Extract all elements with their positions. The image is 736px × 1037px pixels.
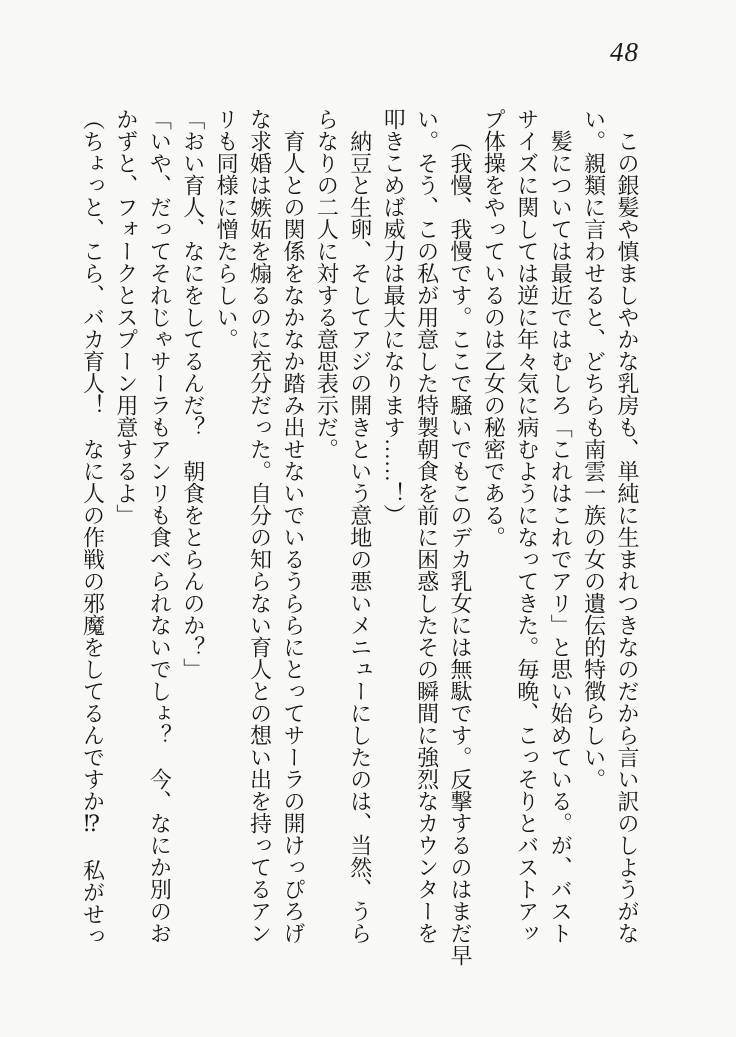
text-line: サイズに関しては逆に年々気に病むようになってきた。毎晩、こっそりとバストアッ — [514, 108, 540, 944]
text-line: い。そう、この私が用意した特製朝食を前に困惑したその瞬間に強烈なカウンターを — [414, 108, 440, 944]
page-number: 48 — [610, 37, 639, 67]
text-line: （ちょっと、こら、バカ育人！ なに人の作戦の邪魔をしてるんですか⁉ 私がせっ — [80, 108, 106, 947]
text-line: い。親類に言わせると、どちらも南雲一族の女の遺伝的特徴らしい。 — [581, 108, 607, 790]
text-line: 髪については最近ではむしろ「これはこれでアリ」と思い始めている。が、バスト — [548, 130, 574, 944]
text-line: かずと、フォークとスプーン用意するよ」 — [113, 108, 139, 526]
text-line: 「おい育人、なにをしてるんだ？ 朝食をとらんのか？」 — [180, 108, 206, 680]
text-line: プ体操をやっているのは乙女の秘密である。 — [481, 108, 507, 548]
text-line: （我慢、我慢です。ここで騒いでもこのデカ乳女には無駄です。反撃するのはまだ早 — [447, 130, 473, 966]
text-line: 「いや、だってそれじゃサーラもアンリも食べられないでしょ？ 今、なにか別のお — [147, 108, 173, 944]
text-line: 納豆と生卵、そしてアジの開きという意地の悪いメニューにしたのは、当然、うら — [347, 130, 373, 944]
text-line: 叩きこめば威力は最大になります……！） — [381, 108, 407, 526]
text-line: らなりの二人に対する意思表示だ。 — [314, 108, 340, 460]
text-line: この銀髪や慎ましやかな乳房も、単純に生まれつきなのだから言い訳のしようがな — [615, 130, 640, 944]
vertical-text-block — [76, 108, 644, 966]
text-line: な求婚は嫉妬を煽るのに充分だった。自分の知らない育人との想い出を持ってるアン — [247, 108, 273, 944]
text-line: 育人との関係をなかなか踏み出せないでいるうららにとってサーラの開けっぴろげ — [280, 130, 306, 944]
text-line: リも同様に憎たらしい。 — [214, 108, 240, 350]
